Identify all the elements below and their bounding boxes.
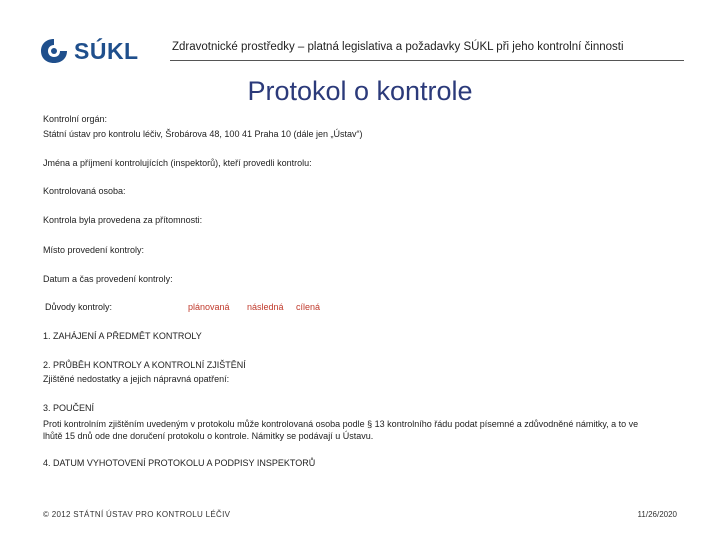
reason-targeted: cílená — [296, 302, 321, 312]
place-field: Místo provedení kontroly: — [43, 245, 145, 255]
section-3-text-line-2: lhůtě 15 dnů ode dne doručení protokolu o kontrole. Námitky se podávají u Ústavu. — [43, 431, 374, 441]
section-3-heading: 3. POUČENÍ — [43, 403, 95, 413]
reason-follow-up: následná — [247, 302, 284, 312]
sukl-emblem-icon — [38, 36, 70, 66]
section-1-heading: 1. ZAHÁJENÍ A PŘEDMĚT KONTROLY — [43, 331, 202, 341]
section-2-heading: 2. PRŮBĚH KONTROLY A KONTROLNÍ ZJIŠTĚNÍ — [43, 360, 246, 370]
section-2-subheading: Zjištěné nedostatky a jejich nápravná opatření: — [43, 374, 230, 384]
reasons-row — [45, 302, 321, 312]
sukl-logo — [38, 36, 153, 66]
page-title-text: Protokol o kontrole — [247, 76, 473, 106]
section-3-text-line-1: Proti kontrolním zjištěním uvedeným v protokolu může kontrolovaná osoba podle § 13 kontrolního řádu podat písemné a zdůvodněné námitky, a to ve — [43, 419, 639, 429]
section-3-text — [43, 418, 663, 442]
section-4-heading: 4. DATUM VYHOTOVENÍ PROTOKOLU A PODPISY INSPEKTORŮ — [43, 458, 316, 468]
reason-planned: plánovaná — [188, 302, 230, 312]
logo-text: SÚKL — [74, 37, 139, 64]
inspectors-field: Jména a příjmení kontrolujících (inspektorů), kteří provedli kontrolu: — [43, 158, 312, 168]
page-title — [0, 76, 720, 107]
header-divider — [170, 60, 684, 61]
presence-field: Kontrola byla provedena za přítomnosti: — [43, 215, 203, 225]
controlled-person-field: Kontrolovaná osoba: — [43, 186, 126, 196]
organ-value: Státní ústav pro kontrolu léčiv, Šrobárova 48, 100 41 Praha 10 (dále jen „Ústav“) — [43, 129, 363, 139]
datetime-field: Datum a čas provedení kontroly: — [43, 274, 173, 284]
header-title: Zdravotnické prostředky – platná legislativa a požadavky SÚKL při jeho kontrolní činnosti — [172, 41, 624, 53]
organ-label: Kontrolní orgán: — [43, 114, 108, 124]
reasons-label: Důvody kontroly: — [45, 302, 113, 312]
footer-copyright: © 2012 STÁTNÍ ÚSTAV PRO KONTROLU LÉČIV — [43, 510, 231, 519]
footer-date: 11/26/2020 — [637, 510, 677, 519]
